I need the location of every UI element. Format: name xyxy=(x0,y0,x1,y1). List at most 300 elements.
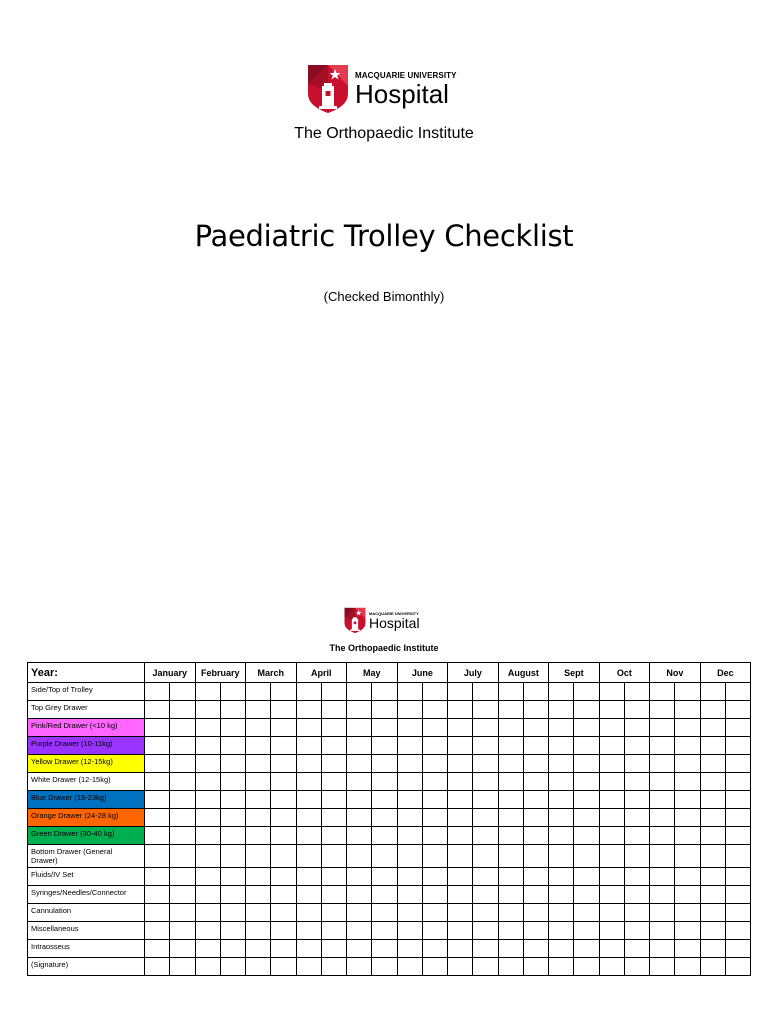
check-cell[interactable] xyxy=(549,958,574,976)
check-cell[interactable] xyxy=(523,719,548,737)
check-cell[interactable] xyxy=(321,940,346,958)
check-cell[interactable] xyxy=(422,886,447,904)
check-cell[interactable] xyxy=(624,904,649,922)
check-cell[interactable] xyxy=(195,958,220,976)
check-cell[interactable] xyxy=(549,845,574,868)
check-cell[interactable] xyxy=(549,737,574,755)
check-cell[interactable] xyxy=(397,886,422,904)
check-cell[interactable] xyxy=(145,845,170,868)
check-cell[interactable] xyxy=(498,940,523,958)
check-cell[interactable] xyxy=(271,904,296,922)
check-cell[interactable] xyxy=(170,809,195,827)
check-cell[interactable] xyxy=(271,845,296,868)
check-cell[interactable] xyxy=(195,845,220,868)
check-cell[interactable] xyxy=(675,940,700,958)
check-cell[interactable] xyxy=(700,922,725,940)
check-cell[interactable] xyxy=(624,701,649,719)
check-cell[interactable] xyxy=(523,868,548,886)
check-cell[interactable] xyxy=(650,845,675,868)
check-cell[interactable] xyxy=(650,809,675,827)
check-cell[interactable] xyxy=(523,922,548,940)
check-cell[interactable] xyxy=(347,845,372,868)
check-cell[interactable] xyxy=(372,868,397,886)
check-cell[interactable] xyxy=(498,845,523,868)
check-cell[interactable] xyxy=(725,755,750,773)
check-cell[interactable] xyxy=(549,719,574,737)
check-cell[interactable] xyxy=(675,773,700,791)
check-cell[interactable] xyxy=(549,773,574,791)
check-cell[interactable] xyxy=(599,701,624,719)
check-cell[interactable] xyxy=(296,868,321,886)
check-cell[interactable] xyxy=(700,886,725,904)
check-cell[interactable] xyxy=(498,922,523,940)
check-cell[interactable] xyxy=(700,755,725,773)
check-cell[interactable] xyxy=(700,958,725,976)
check-cell[interactable] xyxy=(271,719,296,737)
check-cell[interactable] xyxy=(296,683,321,701)
check-cell[interactable] xyxy=(372,683,397,701)
check-cell[interactable] xyxy=(372,773,397,791)
check-cell[interactable] xyxy=(473,791,498,809)
check-cell[interactable] xyxy=(725,922,750,940)
check-cell[interactable] xyxy=(675,737,700,755)
check-cell[interactable] xyxy=(549,683,574,701)
check-cell[interactable] xyxy=(296,773,321,791)
check-cell[interactable] xyxy=(145,719,170,737)
check-cell[interactable] xyxy=(296,827,321,845)
check-cell[interactable] xyxy=(220,809,245,827)
check-cell[interactable] xyxy=(321,827,346,845)
check-cell[interactable] xyxy=(397,904,422,922)
check-cell[interactable] xyxy=(422,958,447,976)
check-cell[interactable] xyxy=(624,886,649,904)
check-cell[interactable] xyxy=(574,922,599,940)
check-cell[interactable] xyxy=(422,922,447,940)
check-cell[interactable] xyxy=(675,701,700,719)
check-cell[interactable] xyxy=(725,719,750,737)
check-cell[interactable] xyxy=(422,904,447,922)
check-cell[interactable] xyxy=(246,922,271,940)
check-cell[interactable] xyxy=(448,827,473,845)
check-cell[interactable] xyxy=(549,904,574,922)
check-cell[interactable] xyxy=(523,886,548,904)
check-cell[interactable] xyxy=(624,868,649,886)
check-cell[interactable] xyxy=(145,827,170,845)
check-cell[interactable] xyxy=(599,827,624,845)
check-cell[interactable] xyxy=(347,809,372,827)
check-cell[interactable] xyxy=(624,940,649,958)
check-cell[interactable] xyxy=(145,886,170,904)
check-cell[interactable] xyxy=(422,737,447,755)
check-cell[interactable] xyxy=(523,940,548,958)
check-cell[interactable] xyxy=(422,701,447,719)
check-cell[interactable] xyxy=(624,809,649,827)
check-cell[interactable] xyxy=(599,809,624,827)
check-cell[interactable] xyxy=(145,791,170,809)
check-cell[interactable] xyxy=(422,791,447,809)
check-cell[interactable] xyxy=(296,719,321,737)
check-cell[interactable] xyxy=(347,940,372,958)
check-cell[interactable] xyxy=(523,701,548,719)
check-cell[interactable] xyxy=(725,940,750,958)
check-cell[interactable] xyxy=(145,940,170,958)
check-cell[interactable] xyxy=(170,773,195,791)
check-cell[interactable] xyxy=(271,737,296,755)
check-cell[interactable] xyxy=(397,868,422,886)
check-cell[interactable] xyxy=(422,773,447,791)
check-cell[interactable] xyxy=(397,922,422,940)
check-cell[interactable] xyxy=(145,737,170,755)
check-cell[interactable] xyxy=(397,827,422,845)
check-cell[interactable] xyxy=(296,958,321,976)
check-cell[interactable] xyxy=(448,791,473,809)
check-cell[interactable] xyxy=(372,958,397,976)
check-cell[interactable] xyxy=(523,791,548,809)
check-cell[interactable] xyxy=(725,827,750,845)
check-cell[interactable] xyxy=(246,868,271,886)
check-cell[interactable] xyxy=(220,773,245,791)
check-cell[interactable] xyxy=(195,904,220,922)
check-cell[interactable] xyxy=(599,868,624,886)
check-cell[interactable] xyxy=(271,809,296,827)
check-cell[interactable] xyxy=(498,773,523,791)
check-cell[interactable] xyxy=(372,719,397,737)
check-cell[interactable] xyxy=(170,886,195,904)
check-cell[interactable] xyxy=(321,719,346,737)
check-cell[interactable] xyxy=(574,940,599,958)
check-cell[interactable] xyxy=(725,958,750,976)
check-cell[interactable] xyxy=(397,701,422,719)
check-cell[interactable] xyxy=(574,886,599,904)
check-cell[interactable] xyxy=(296,940,321,958)
check-cell[interactable] xyxy=(574,958,599,976)
check-cell[interactable] xyxy=(372,701,397,719)
check-cell[interactable] xyxy=(195,773,220,791)
check-cell[interactable] xyxy=(498,701,523,719)
check-cell[interactable] xyxy=(523,904,548,922)
check-cell[interactable] xyxy=(498,683,523,701)
check-cell[interactable] xyxy=(700,904,725,922)
check-cell[interactable] xyxy=(675,827,700,845)
check-cell[interactable] xyxy=(347,868,372,886)
check-cell[interactable] xyxy=(321,773,346,791)
check-cell[interactable] xyxy=(372,940,397,958)
check-cell[interactable] xyxy=(498,791,523,809)
check-cell[interactable] xyxy=(599,886,624,904)
check-cell[interactable] xyxy=(448,886,473,904)
check-cell[interactable] xyxy=(448,701,473,719)
check-cell[interactable] xyxy=(675,868,700,886)
check-cell[interactable] xyxy=(296,737,321,755)
check-cell[interactable] xyxy=(700,701,725,719)
check-cell[interactable] xyxy=(599,845,624,868)
check-cell[interactable] xyxy=(170,791,195,809)
check-cell[interactable] xyxy=(599,773,624,791)
check-cell[interactable] xyxy=(650,904,675,922)
check-cell[interactable] xyxy=(675,845,700,868)
check-cell[interactable] xyxy=(473,809,498,827)
check-cell[interactable] xyxy=(347,791,372,809)
check-cell[interactable] xyxy=(321,922,346,940)
check-cell[interactable] xyxy=(624,827,649,845)
check-cell[interactable] xyxy=(170,701,195,719)
check-cell[interactable] xyxy=(246,701,271,719)
check-cell[interactable] xyxy=(246,791,271,809)
check-cell[interactable] xyxy=(725,701,750,719)
check-cell[interactable] xyxy=(725,904,750,922)
check-cell[interactable] xyxy=(246,683,271,701)
check-cell[interactable] xyxy=(473,683,498,701)
check-cell[interactable] xyxy=(523,827,548,845)
check-cell[interactable] xyxy=(549,791,574,809)
check-cell[interactable] xyxy=(675,886,700,904)
check-cell[interactable] xyxy=(271,868,296,886)
check-cell[interactable] xyxy=(473,940,498,958)
check-cell[interactable] xyxy=(145,701,170,719)
check-cell[interactable] xyxy=(675,719,700,737)
check-cell[interactable] xyxy=(246,755,271,773)
check-cell[interactable] xyxy=(498,958,523,976)
check-cell[interactable] xyxy=(422,719,447,737)
check-cell[interactable] xyxy=(725,683,750,701)
check-cell[interactable] xyxy=(448,868,473,886)
check-cell[interactable] xyxy=(473,701,498,719)
check-cell[interactable] xyxy=(170,737,195,755)
check-cell[interactable] xyxy=(296,809,321,827)
check-cell[interactable] xyxy=(422,809,447,827)
check-cell[interactable] xyxy=(220,868,245,886)
check-cell[interactable] xyxy=(624,683,649,701)
check-cell[interactable] xyxy=(246,845,271,868)
check-cell[interactable] xyxy=(473,868,498,886)
check-cell[interactable] xyxy=(372,791,397,809)
check-cell[interactable] xyxy=(321,886,346,904)
check-cell[interactable] xyxy=(624,791,649,809)
check-cell[interactable] xyxy=(195,809,220,827)
check-cell[interactable] xyxy=(220,791,245,809)
check-cell[interactable] xyxy=(321,809,346,827)
check-cell[interactable] xyxy=(195,683,220,701)
check-cell[interactable] xyxy=(549,701,574,719)
check-cell[interactable] xyxy=(599,922,624,940)
check-cell[interactable] xyxy=(725,773,750,791)
check-cell[interactable] xyxy=(271,791,296,809)
check-cell[interactable] xyxy=(372,827,397,845)
check-cell[interactable] xyxy=(448,958,473,976)
check-cell[interactable] xyxy=(145,868,170,886)
check-cell[interactable] xyxy=(422,845,447,868)
check-cell[interactable] xyxy=(372,886,397,904)
check-cell[interactable] xyxy=(624,958,649,976)
check-cell[interactable] xyxy=(195,737,220,755)
check-cell[interactable] xyxy=(448,845,473,868)
check-cell[interactable] xyxy=(599,683,624,701)
check-cell[interactable] xyxy=(372,755,397,773)
check-cell[interactable] xyxy=(650,940,675,958)
check-cell[interactable] xyxy=(195,791,220,809)
check-cell[interactable] xyxy=(145,773,170,791)
check-cell[interactable] xyxy=(422,827,447,845)
check-cell[interactable] xyxy=(549,809,574,827)
check-cell[interactable] xyxy=(246,719,271,737)
check-cell[interactable] xyxy=(220,845,245,868)
check-cell[interactable] xyxy=(574,683,599,701)
check-cell[interactable] xyxy=(220,683,245,701)
check-cell[interactable] xyxy=(574,809,599,827)
check-cell[interactable] xyxy=(574,755,599,773)
check-cell[interactable] xyxy=(650,683,675,701)
check-cell[interactable] xyxy=(675,791,700,809)
check-cell[interactable] xyxy=(700,773,725,791)
check-cell[interactable] xyxy=(700,683,725,701)
check-cell[interactable] xyxy=(170,958,195,976)
check-cell[interactable] xyxy=(473,719,498,737)
check-cell[interactable] xyxy=(321,845,346,868)
check-cell[interactable] xyxy=(574,827,599,845)
check-cell[interactable] xyxy=(473,922,498,940)
check-cell[interactable] xyxy=(599,904,624,922)
check-cell[interactable] xyxy=(220,904,245,922)
check-cell[interactable] xyxy=(599,940,624,958)
check-cell[interactable] xyxy=(549,827,574,845)
check-cell[interactable] xyxy=(650,737,675,755)
check-cell[interactable] xyxy=(448,773,473,791)
check-cell[interactable] xyxy=(574,845,599,868)
check-cell[interactable] xyxy=(170,940,195,958)
check-cell[interactable] xyxy=(650,791,675,809)
check-cell[interactable] xyxy=(296,922,321,940)
check-cell[interactable] xyxy=(549,755,574,773)
check-cell[interactable] xyxy=(725,868,750,886)
check-cell[interactable] xyxy=(422,868,447,886)
check-cell[interactable] xyxy=(145,922,170,940)
check-cell[interactable] xyxy=(549,940,574,958)
check-cell[interactable] xyxy=(675,755,700,773)
check-cell[interactable] xyxy=(473,755,498,773)
check-cell[interactable] xyxy=(220,737,245,755)
check-cell[interactable] xyxy=(473,773,498,791)
check-cell[interactable] xyxy=(195,701,220,719)
check-cell[interactable] xyxy=(498,827,523,845)
check-cell[interactable] xyxy=(725,809,750,827)
check-cell[interactable] xyxy=(624,922,649,940)
check-cell[interactable] xyxy=(397,737,422,755)
check-cell[interactable] xyxy=(347,773,372,791)
check-cell[interactable] xyxy=(523,755,548,773)
check-cell[interactable] xyxy=(624,845,649,868)
check-cell[interactable] xyxy=(523,845,548,868)
check-cell[interactable] xyxy=(347,755,372,773)
check-cell[interactable] xyxy=(347,886,372,904)
check-cell[interactable] xyxy=(700,827,725,845)
check-cell[interactable] xyxy=(145,958,170,976)
check-cell[interactable] xyxy=(599,755,624,773)
check-cell[interactable] xyxy=(498,868,523,886)
check-cell[interactable] xyxy=(498,904,523,922)
check-cell[interactable] xyxy=(397,940,422,958)
check-cell[interactable] xyxy=(347,922,372,940)
check-cell[interactable] xyxy=(347,958,372,976)
check-cell[interactable] xyxy=(650,922,675,940)
check-cell[interactable] xyxy=(498,886,523,904)
check-cell[interactable] xyxy=(473,827,498,845)
check-cell[interactable] xyxy=(473,904,498,922)
check-cell[interactable] xyxy=(347,701,372,719)
check-cell[interactable] xyxy=(624,737,649,755)
check-cell[interactable] xyxy=(296,845,321,868)
check-cell[interactable] xyxy=(170,719,195,737)
check-cell[interactable] xyxy=(170,845,195,868)
check-cell[interactable] xyxy=(650,701,675,719)
check-cell[interactable] xyxy=(271,773,296,791)
check-cell[interactable] xyxy=(498,755,523,773)
check-cell[interactable] xyxy=(675,809,700,827)
check-cell[interactable] xyxy=(523,683,548,701)
check-cell[interactable] xyxy=(195,755,220,773)
check-cell[interactable] xyxy=(448,719,473,737)
check-cell[interactable] xyxy=(397,719,422,737)
check-cell[interactable] xyxy=(549,922,574,940)
check-cell[interactable] xyxy=(271,940,296,958)
check-cell[interactable] xyxy=(145,904,170,922)
check-cell[interactable] xyxy=(574,701,599,719)
check-cell[interactable] xyxy=(650,827,675,845)
check-cell[interactable] xyxy=(448,904,473,922)
check-cell[interactable] xyxy=(195,827,220,845)
check-cell[interactable] xyxy=(700,737,725,755)
check-cell[interactable] xyxy=(650,868,675,886)
check-cell[interactable] xyxy=(397,791,422,809)
check-cell[interactable] xyxy=(725,886,750,904)
check-cell[interactable] xyxy=(372,922,397,940)
check-cell[interactable] xyxy=(296,791,321,809)
check-cell[interactable] xyxy=(321,755,346,773)
check-cell[interactable] xyxy=(246,809,271,827)
check-cell[interactable] xyxy=(574,773,599,791)
check-cell[interactable] xyxy=(599,737,624,755)
check-cell[interactable] xyxy=(523,809,548,827)
check-cell[interactable] xyxy=(296,904,321,922)
check-cell[interactable] xyxy=(220,886,245,904)
check-cell[interactable] xyxy=(700,719,725,737)
check-cell[interactable] xyxy=(347,904,372,922)
check-cell[interactable] xyxy=(271,701,296,719)
check-cell[interactable] xyxy=(397,773,422,791)
check-cell[interactable] xyxy=(675,904,700,922)
check-cell[interactable] xyxy=(170,827,195,845)
check-cell[interactable] xyxy=(145,755,170,773)
check-cell[interactable] xyxy=(246,886,271,904)
check-cell[interactable] xyxy=(195,922,220,940)
check-cell[interactable] xyxy=(220,940,245,958)
check-cell[interactable] xyxy=(246,827,271,845)
check-cell[interactable] xyxy=(246,958,271,976)
check-cell[interactable] xyxy=(498,737,523,755)
check-cell[interactable] xyxy=(523,737,548,755)
check-cell[interactable] xyxy=(725,737,750,755)
check-cell[interactable] xyxy=(599,791,624,809)
check-cell[interactable] xyxy=(271,886,296,904)
check-cell[interactable] xyxy=(347,737,372,755)
check-cell[interactable] xyxy=(220,719,245,737)
check-cell[interactable] xyxy=(347,683,372,701)
check-cell[interactable] xyxy=(448,755,473,773)
check-cell[interactable] xyxy=(170,922,195,940)
check-cell[interactable] xyxy=(448,809,473,827)
check-cell[interactable] xyxy=(574,904,599,922)
check-cell[interactable] xyxy=(574,868,599,886)
check-cell[interactable] xyxy=(725,845,750,868)
